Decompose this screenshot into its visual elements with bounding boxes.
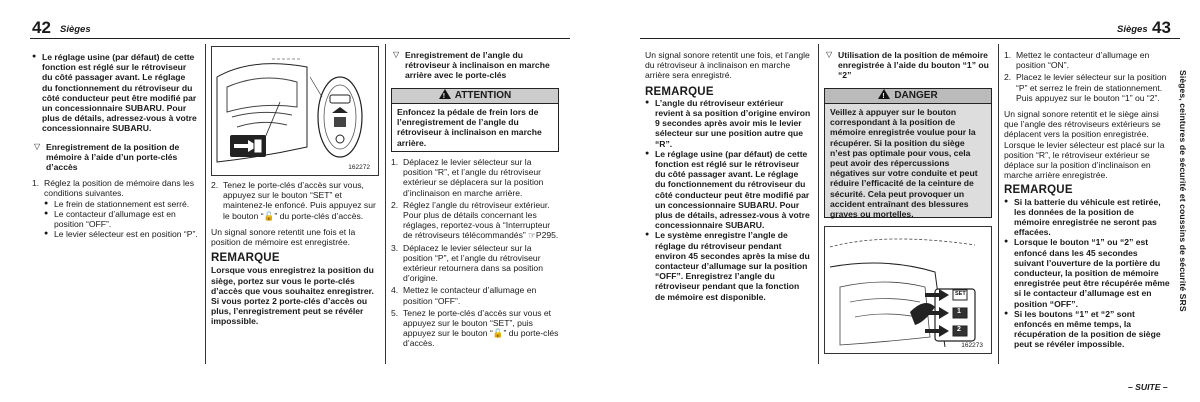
page-number: 43 — [1152, 18, 1171, 37]
remark-bullet: ● Le réglage usine (par défaut) de cette fonction est réglé sur le rétroviseur du côté passager avant. Le réglage du fonctionnement du rétroviseur du côté conducteur peut être modifié par un concessionnaire SUBARU. Pour plus de détails, adressez-vous à votre concessionnaire SUBARU. — [645, 149, 811, 231]
set-button-label: SET — [955, 291, 966, 297]
remark-bullet: ● Lorsque le bouton “1” ou “2” est enfoncé dans les 45 secondes suivant l’ouverture de la portière du conducteur, la position de mémoire enregistrée peut être récupérée même si le contacteur d’allumage est en position “OFF”. — [1004, 237, 1170, 308]
door-illustration — [212, 47, 378, 175]
triangle-icon: ▽ — [393, 50, 400, 59]
figure-code: 162273 — [961, 342, 983, 349]
side-tab-text: Sièges, ceintures de sécurité et coussins de sécurité SRS — [1178, 70, 1188, 312]
memory-button-2: 2 — [957, 326, 961, 333]
unlock-icon: 🔓 — [263, 210, 275, 221]
door-panel-illustration — [825, 227, 991, 353]
right-col2 — [824, 50, 992, 81]
left-col2 — [211, 180, 379, 327]
header-rule — [640, 38, 1180, 39]
step-item: 1. Mettez le contacteur d’allumage en position “ON”. — [1004, 50, 1150, 71]
step-item: 1. Déplacez le levier sélecteur sur la position “R”, et l’angle du rétroviseur extérieur se déplacera sur la position d’inclinaison en marche arrière. — [391, 157, 544, 198]
remark-text: Lorsque vous enregistrez la position du siège, portez sur vous le porte-clés d’accès que vous souhaitez enregistrer. Si vous portez 2 porte-clés d’accès ou plus, l’enregistrement peut se révéler impossible. — [211, 265, 374, 327]
danger-text: Veillez à appuyer sur le bouton correspondant à la position de mémoire enregistrée voulue pour la récupérer. Si la position du siège n’est pas optimale pour vous, cela peut avoir des répercussions négatives sur votre conduite et peut réduire l’efficacité de la ceinture de sécurité. Cela peut provoquer un accident entraînant des blessures graves ou mortelles. — [830, 107, 978, 220]
subheading-use-memory: ▽ Utilisation de la position de mémoire enregistrée à l’aide du bouton “1” ou “2” — [826, 50, 989, 81]
attention-header: !ATTENTION — [392, 89, 558, 104]
condition-item: ● Le contacteur d’allumage est en position “OFF”. — [44, 209, 198, 229]
figure-memory-buttons — [824, 226, 992, 354]
step-item: 3. Déplacez le levier sélecteur sur la position “P”, et l’angle du rétroviseur extérieur retournera dans sa position d’origine. — [391, 242, 543, 284]
remark-title: REMARQUE — [645, 85, 714, 98]
step-item: 2. Réglez l’angle du rétroviseur extérieur. Pour plus de détails concernant les réglages, reportez-vous à “Interrupteur de rétroviseurs télécommandés” ☞P295. — [391, 199, 559, 241]
warning-icon — [439, 89, 451, 99]
triangle-icon: ▽ — [826, 50, 833, 59]
beep-note: Un signal sonore retentit une fois et la position de mémoire est enregistrée. — [211, 226, 356, 248]
step-2: 2. Tenez le porte-clés d’accès sur vous, appuyez sur le bouton “SET” et maintenez-le enfoncé. Puis appuyez sur le bouton “🔓” du porte-clés d’accès. — [211, 180, 376, 221]
result-paragraph: Lorsque le levier sélecteur est placé sur la position “R”, le rétroviseur extérieur se déplace sur la position d’inclinaison en marche arrière enregistrée. — [1004, 139, 1165, 181]
remark-bullet: ● Le système enregistre l’angle de réglage du rétroviseur pendant environ 45 secondes après la mise du contacteur d’allumage sur la position “OFF”. Enregistrez l’angle du rétroviseur pendant que la fonction de mémoire est disponible. — [645, 230, 811, 301]
warning-icon — [878, 89, 890, 99]
right-col3 — [1004, 50, 1170, 350]
right-col1 — [645, 50, 811, 302]
attention-box — [391, 88, 559, 152]
result-paragraph: Un signal sonore retentit et le siège ainsi que l’angle des rétroviseurs extérieurs se déplacent vers la position enregistrée. — [1004, 109, 1161, 140]
page-number: 42 — [32, 18, 51, 37]
attention-text: Enfoncez la pédale de frein lors de l’enregistrement de l’angle du rétroviseur à inclinaison en marche arrière. — [397, 107, 542, 148]
figure-code: 162272 — [348, 164, 370, 171]
page-header-title: Sièges — [60, 24, 91, 35]
condition-item: ● Le frein de stationnement est serré. — [44, 199, 198, 209]
remark-bullet: ● L’angle du rétroviseur extérieur revient à sa position d’origine environ 9 secondes après avoir mis le levier sélecteur sur une position autre que “R”. — [645, 98, 811, 149]
danger-box — [824, 88, 992, 218]
left-col3 — [391, 50, 559, 81]
remark-title: REMARQUE — [211, 252, 280, 265]
memory-button-1: 1 — [957, 308, 961, 315]
page-header-title: Sièges — [1117, 24, 1148, 35]
remark-bullet: ● Si la batterie du véhicule est retirée, les données de la position de mémoire enregistrée ne seront pas effacées. — [1004, 197, 1170, 238]
condition-item: ● Le levier sélecteur est en position “P”. — [44, 229, 198, 239]
left-col3-steps — [391, 157, 559, 349]
column-divider — [998, 44, 999, 364]
step-item: 4. Mettez le contacteur d’allumage en position “OFF”. — [391, 285, 537, 306]
left-col1 — [32, 52, 198, 239]
intro-bullet: ● Le réglage usine (par défaut) de cette fonction est réglé sur le rétroviseur du côté passager avant. Le réglage du fonctionnement du rétroviseur du côté conducteur peut être modifié par un concessionnaire SUBARU. Pour plus de détails, adressez-vous à votre concessionnaire SUBARU. — [32, 52, 198, 134]
subheading-reverse-tilt: ▽ Enregistrement de l’angle du rétroviseur à inclinaison en marche arrière avec le porte-clés — [393, 50, 550, 81]
side-tab — [1174, 70, 1192, 360]
danger-header: !DANGER — [825, 89, 991, 104]
remark-title: REMARQUE — [1004, 184, 1073, 197]
figure-door-key-fob — [211, 46, 379, 176]
step-5: 5. Tenez le porte-clés d’accès sur vous et appuyez sur le bouton “SET”, puis appuyez sur le bouton “🔓” du porte-clés d’accès. — [391, 307, 559, 349]
column-divider — [385, 44, 386, 364]
triangle-icon: ▽ — [34, 141, 41, 151]
subheading-key-memory: ▽ Enregistrement de la position de mémoire à l’aide d’un porte-clés d’accès — [34, 141, 180, 173]
remark-bullet: ● Si les boutons “1” et “2” sont enfoncés en même temps, la récupération de la position de siège peut se révéler impossible. — [1004, 309, 1170, 350]
column-divider — [205, 44, 206, 364]
header-rule — [30, 38, 570, 39]
footer-continue: – SUITE – — [1128, 382, 1168, 392]
step-1: 1. Réglez la position de mémoire dans les conditions suivantes. — [32, 178, 194, 199]
beep-note: Un signal sonore retentit une fois, et l’angle du rétroviseur à inclinaison en marche arrière sera enregistré. — [645, 50, 810, 81]
step-item: 2. Placez le levier sélecteur sur la position “P” et serrez le frein de stationnement. Puis appuyez sur le bouton “1” ou “2”. — [1004, 72, 1167, 103]
column-divider — [818, 44, 819, 364]
unlock-icon: 🔓 — [492, 328, 504, 339]
